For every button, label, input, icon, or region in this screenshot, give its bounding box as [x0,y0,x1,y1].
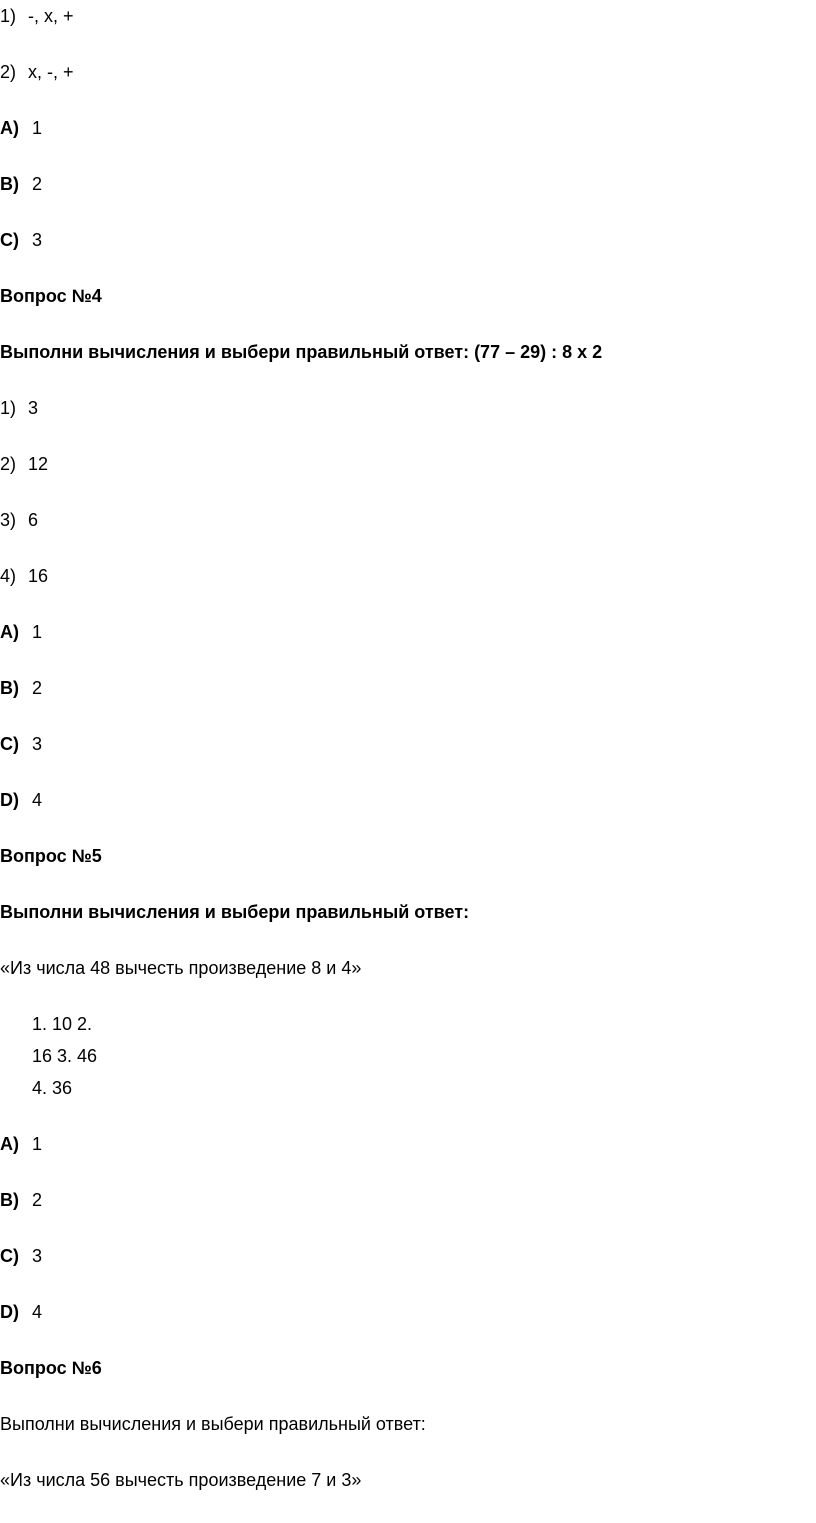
q4-option-3 [0,509,38,531]
q4-prompt: Выполни вычисления и выбери правильный ответ: (77 – 29) : 8 х 2 [0,342,603,362]
q3-answer-a [0,117,42,139]
q4-answer-c [0,733,42,755]
answer-value: 2 [32,1190,43,1210]
answer-value: 1 [32,622,43,642]
answer-letter: D) [0,790,19,810]
answer-value: 3 [32,734,43,754]
q4-answer-d [0,789,42,811]
q5-answer-d [0,1301,42,1323]
q5-answer-a [0,1133,42,1155]
answer-letter: A) [0,1134,19,1154]
answer-letter: B) [0,1190,19,1210]
q3-answer-c [0,229,42,251]
q3-option-1 [0,5,74,27]
answer-letter: C) [0,1246,19,1266]
q4-answer-a [0,621,42,643]
q5-prompt: Выполни вычисления и выбери правильный ответ: [0,902,470,922]
q5-answer-b [0,1189,42,1211]
q4-option-1 [0,397,38,419]
answer-letter: B) [0,678,19,698]
answer-value: 4 [32,790,43,810]
q6-quote: «Из числа 56 вычесть произведение 7 и 3» [0,1470,362,1490]
answer-value: 1 [32,1134,43,1154]
q3-answer-b [0,173,42,195]
q5-option-line-2: 16 3. 46 [32,1046,98,1066]
q5-option-line-1: 1. 10 2. [32,1014,93,1034]
q5-option-line-3: 4. 36 [32,1078,73,1098]
answer-value: 3 [32,230,43,250]
option-number: 2) [0,454,17,474]
q4-title: Вопрос №4 [0,286,102,306]
option-number: 2) [0,62,17,82]
answer-value: 4 [32,1302,43,1322]
q5-title: Вопрос №5 [0,846,102,866]
answer-letter: D) [0,1302,19,1322]
option-number: 3) [0,510,17,530]
option-text: x, -, + [28,62,74,82]
answer-letter: B) [0,174,19,194]
answer-value: 1 [32,118,43,138]
option-text: 12 [28,454,49,474]
answer-value: 2 [32,678,43,698]
q4-option-4 [0,565,48,587]
option-text: -, x, + [28,6,74,26]
answer-letter: C) [0,734,19,754]
answer-value: 3 [32,1246,43,1266]
q3-option-2 [0,61,74,83]
answer-letter: A) [0,622,19,642]
q4-answer-b [0,677,42,699]
option-number: 4) [0,566,17,586]
option-text: 3 [28,398,39,418]
answer-letter: A) [0,118,19,138]
answer-value: 2 [32,174,43,194]
option-number: 1) [0,6,17,26]
q6-title: Вопрос №6 [0,1358,102,1378]
q5-answer-c [0,1245,42,1267]
option-text: 6 [28,510,39,530]
q4-option-2 [0,453,48,475]
option-number: 1) [0,398,17,418]
answer-letter: C) [0,230,19,250]
option-text: 16 [28,566,49,586]
q6-prompt: Выполни вычисления и выбери правильный ответ: [0,1414,426,1434]
q5-quote: «Из числа 48 вычесть произведение 8 и 4» [0,958,362,978]
